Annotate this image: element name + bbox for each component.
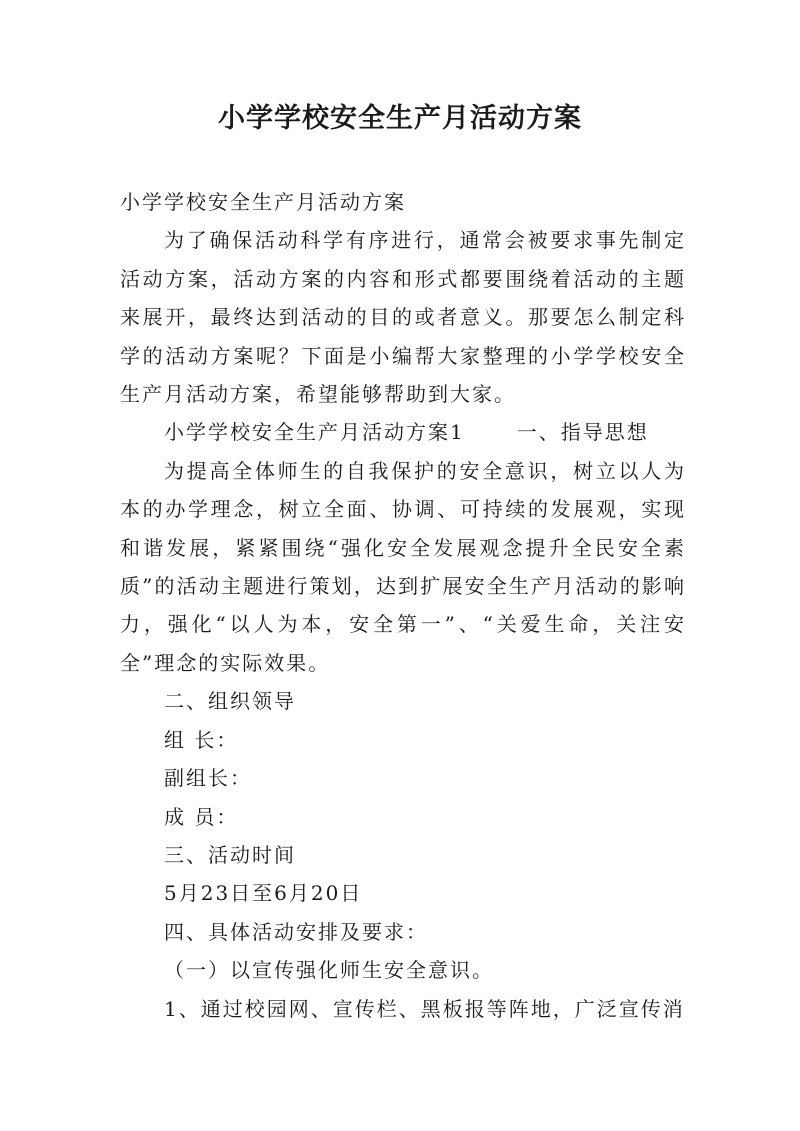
plan-heading: 小学学校安全生产月活动方案1: [164, 420, 465, 445]
document-title: 小学学校安全生产月活动方案: [218, 103, 582, 134]
document-body: [120, 183, 686, 1028]
section4-heading: 四、具体活动安排及要求：: [164, 919, 428, 944]
deputy-leader-line: 副组长：: [164, 766, 252, 791]
intro-paragraph: 为了确保活动科学有序进行，通常会被要求事先制定活动方案，活动方案的内容和形式都要围绕着活动的主题来展开，最终达到活动的目的或者意义。那要怎么制定科学的活动方案呢？下面是小编帮大家整理的小学学校安全生产月活动方案，希望能够帮助到大家。: [120, 228, 686, 407]
section2-heading: 二、组织领导: [164, 689, 296, 714]
sub1-heading: （一）以宣传强化师生安全意识。: [164, 958, 494, 983]
leader-line: 组 长：: [164, 727, 239, 752]
members-line: 成 员：: [164, 804, 239, 829]
activity-time: 5月23日至6月20日: [164, 881, 363, 906]
subtitle: 小学学校安全生产月活动方案: [120, 190, 406, 214]
section3-heading: 三、活动时间: [164, 842, 296, 867]
plan-heading-line: [120, 413, 686, 451]
section1-paragraph: 为提高全体师生的自我保护的安全意识，树立以人为本的办学理念，树立全面、协调、可持续的发展观，实现和谐发展，紧紧围绕“强化安全发展观念提升全民安全素质”的活动主题进行策划，达到扩展安全生产月活动的影响力，强化“以人为本，安全第一”、“关爱生命，关注安全”理念的实际效果。: [120, 458, 686, 675]
item1-line: 1、通过校园网、宣传栏、黑板报等阵地，广泛宣传消: [164, 996, 685, 1021]
section1-heading: 一、指导思想: [516, 420, 649, 445]
